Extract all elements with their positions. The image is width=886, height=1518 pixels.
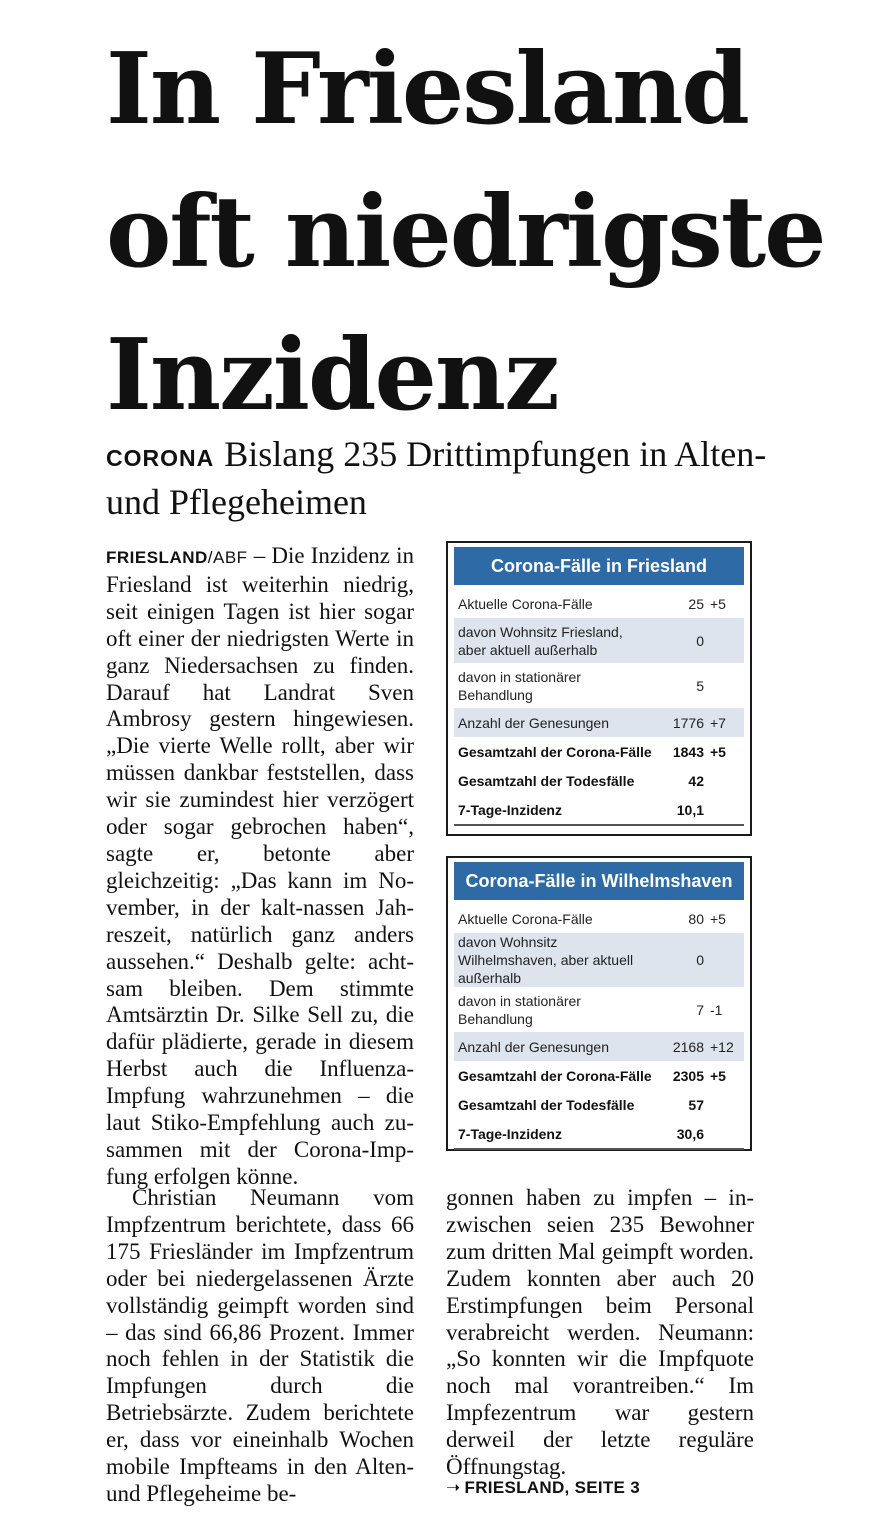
row-value: 0 bbox=[654, 933, 708, 987]
dateline-agency: /ABF bbox=[207, 548, 248, 567]
dateline bbox=[106, 548, 248, 567]
row-delta: +7 bbox=[708, 708, 744, 737]
row-delta: +5 bbox=[710, 910, 726, 927]
infobox-wilhelmshaven bbox=[446, 856, 752, 1151]
row-label: Gesamtzahl der Corona-Fälle bbox=[458, 1067, 652, 1084]
dateline-place: FRIESLAND bbox=[106, 548, 208, 567]
table-row bbox=[454, 737, 744, 766]
table-row bbox=[454, 904, 744, 933]
table-row bbox=[454, 618, 744, 663]
row-label: 7-Tage-Inzidenz bbox=[454, 795, 654, 825]
row-delta bbox=[708, 766, 744, 795]
row-delta: +5 bbox=[710, 743, 726, 760]
article-paragraph-2-column-2: gonnen haben zu impfen – inzwischen seien 235 Bewohner zum dritten Mal geimpft worden. Zudem konnten aber auch 20 Erstimpfungen beim Personal verabreicht werden. Neumann: „So konnten wir die Impfquote noch mal vorantreiben.“ Im Impfezentrum war gestern derweil der letzte reguläre Öffnungstag. bbox=[446, 1185, 754, 1480]
row-value: 2168 bbox=[654, 1032, 708, 1061]
headline bbox=[106, 18, 825, 447]
table-row bbox=[454, 1032, 744, 1061]
row-label: davon Wohnsitz Friesland, aber aktuell außerhalb bbox=[454, 618, 654, 663]
row-delta: -1 bbox=[710, 1001, 723, 1018]
subheadline-text: Bislang 235 Drittimpfungen in Alten- und Pflegeheimen bbox=[106, 434, 767, 522]
row-label: Gesamtzahl der Todesfälle bbox=[458, 1096, 635, 1113]
row-label: Anzahl der Genesungen bbox=[454, 708, 654, 737]
row-delta bbox=[708, 795, 744, 825]
row-value: 2305 bbox=[672, 1067, 704, 1084]
row-value: 1776 bbox=[654, 708, 708, 737]
row-label: davon in stationärer Behandlung bbox=[458, 992, 581, 1027]
row-delta bbox=[708, 618, 744, 663]
headline-line: Inzidenz bbox=[106, 318, 558, 433]
table-row bbox=[454, 795, 744, 825]
headline-line: In Friesland bbox=[106, 32, 748, 147]
row-delta bbox=[708, 663, 744, 708]
row-value: 10,1 bbox=[654, 795, 708, 825]
row-label: Aktuelle Corona-Fälle bbox=[458, 595, 593, 612]
table-row bbox=[454, 1061, 744, 1090]
table-row bbox=[454, 1119, 744, 1149]
article-paragraph-1 bbox=[106, 543, 414, 1191]
row-value: 25 bbox=[688, 595, 704, 612]
infobox-title: Corona-Fälle in Wilhelmshaven bbox=[454, 862, 744, 900]
row-label: Gesamtzahl der Corona-Fälle bbox=[458, 743, 652, 760]
row-value: 57 bbox=[688, 1096, 704, 1113]
table-row bbox=[454, 766, 744, 795]
page-reference bbox=[446, 1478, 640, 1498]
row-value: 30,6 bbox=[654, 1119, 708, 1149]
table-row bbox=[454, 987, 744, 1032]
table-row bbox=[454, 933, 744, 987]
row-delta: +12 bbox=[708, 1032, 744, 1061]
table-row bbox=[454, 1090, 744, 1119]
row-delta bbox=[708, 1090, 744, 1119]
row-value: 0 bbox=[654, 618, 708, 663]
table-row bbox=[454, 708, 744, 737]
row-label: davon in stationärer Behandlung bbox=[458, 668, 581, 703]
row-label: Aktuelle Corona-Fälle bbox=[458, 910, 593, 927]
row-value: 5 bbox=[696, 677, 704, 694]
row-label: Gesamtzahl der Todesfälle bbox=[458, 772, 635, 789]
row-value: 42 bbox=[688, 772, 704, 789]
row-delta bbox=[708, 1119, 744, 1149]
row-label: 7-Tage-Inzidenz bbox=[454, 1119, 654, 1149]
infobox-table bbox=[454, 904, 744, 1150]
subheadline bbox=[106, 432, 806, 524]
page-reference-text: FRIESLAND, SEITE 3 bbox=[464, 1478, 640, 1497]
table-row bbox=[454, 589, 744, 618]
infobox-table bbox=[454, 589, 744, 826]
row-label: Anzahl der Genesungen bbox=[454, 1032, 654, 1061]
row-label: davon Wohnsitz Wilhelmshaven, aber aktuell außerhalb bbox=[454, 933, 654, 987]
table-row bbox=[454, 663, 744, 708]
row-value: 1843 bbox=[672, 743, 704, 760]
arrow-right-icon: ➝ bbox=[446, 1478, 461, 1497]
infobox-title: Corona-Fälle in Friesland bbox=[454, 547, 744, 585]
infobox-friesland bbox=[446, 541, 752, 836]
row-delta: +5 bbox=[710, 595, 726, 612]
headline-line: oft niedrigste bbox=[106, 175, 825, 290]
subheadline-kicker: CORONA bbox=[106, 445, 215, 471]
row-value: 80 bbox=[688, 910, 704, 927]
row-delta bbox=[708, 933, 744, 987]
row-delta: +5 bbox=[710, 1067, 726, 1084]
article-paragraph-2-column-1: Christian Neumann vom Impfzentrum berichtete, dass 66 175 Friesländer im Impfzentrum oder bei niedergelassenen Ärzte vollständig geimpft worden sind – das sind 66,86 Prozent. Immer noch fehlen in der Statistik die Impfungen durch die Betriebsärzte. Zudem berichtete er, dass vor eineinhalb Wochen mobile Impfteams in den Alten- und Pflegeheime be- bbox=[106, 1185, 414, 1506]
row-value: 7 bbox=[696, 1001, 704, 1018]
article-paragraph-1-text: – Die Inzidenz in Friesland ist weiterhin niedrig, seit einigen Tagen ist hier sogar oft einer der niedrigsten Werte in ganz Niedersachsen zu finden. Darauf hat Landrat Sven Ambrosy gestern hingewiesen. „Die vierte Welle rollt, aber wir müssen dankbar feststellen, dass wir sie zumindest hier verzögert oder sogar gebrochen haben“, sagte er, betonte aber gleichzeitig: „Das kann im November, in der kalt-nassen Jahreszeit, natürlich ganz anders aussehen.“ Deshalb gelte: achtsam bleiben. Dem stimmte Amtsärztin Dr. Silke Sell zu, die dafür plädierte, gerade in diesem Herbst auch die Influenza-Impfung wahrzunehmen – die laut Stiko-Empfehlung auch zusammen mit der Corona-Impfung erfolgen könne. bbox=[106, 543, 414, 1189]
